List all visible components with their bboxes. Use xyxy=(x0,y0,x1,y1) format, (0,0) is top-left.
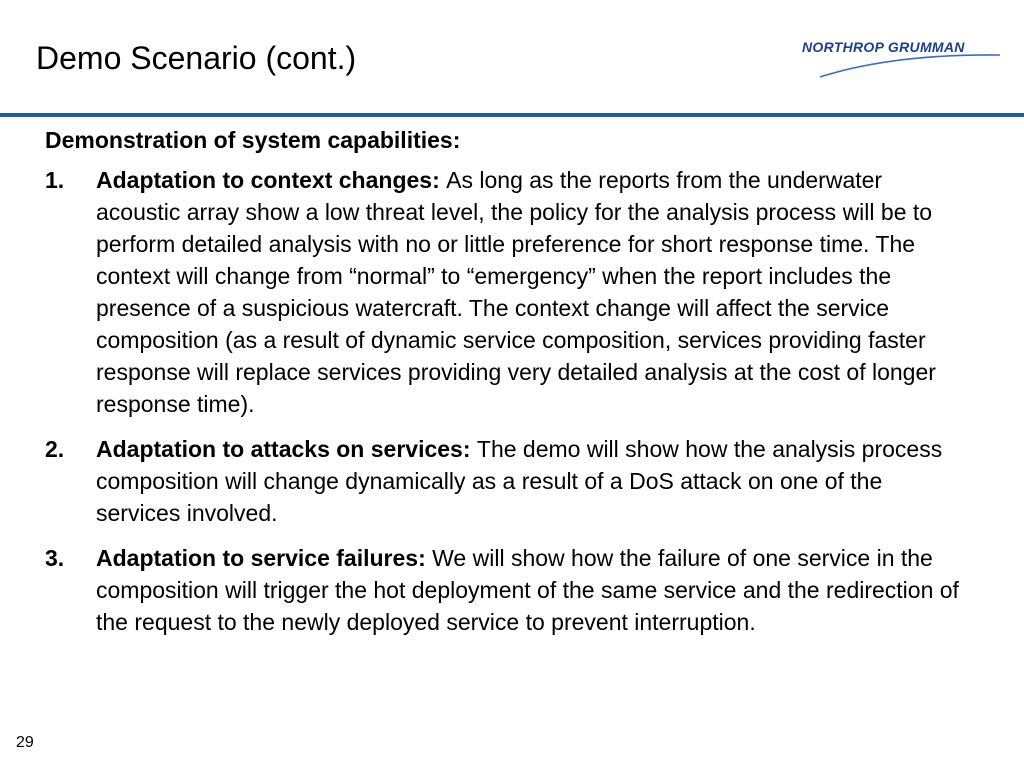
item-number: 1. xyxy=(45,167,65,193)
page-number: 29 xyxy=(16,734,34,751)
item-lead: Adaptation to context changes: xyxy=(96,167,447,193)
item-number: 2. xyxy=(45,436,65,462)
logo-text: NORTHROP GRUMMAN xyxy=(802,39,965,55)
item-text: The demo will show how the analysis process composition will change dynamically as a result of a DoS attack on one of the services involved. xyxy=(96,436,943,526)
item-lead: Adaptation to service failures: xyxy=(96,545,433,571)
northrop-grumman-logo xyxy=(796,36,1006,82)
capabilities-list xyxy=(45,164,965,638)
slide-title: Demo Scenario (cont.) xyxy=(36,40,357,76)
title-divider xyxy=(0,113,1024,117)
list-item xyxy=(45,433,965,529)
intro-heading: Demonstration of system capabilities: xyxy=(45,127,461,153)
list-item xyxy=(45,542,965,638)
item-text: We will show how the failure of one service in the composition will trigger the hot deployment of the same service and the redirection of the request to the newly deployed service to prevent interruption. xyxy=(96,545,959,635)
item-lead: Adaptation to attacks on services: xyxy=(96,436,477,462)
item-text: As long as the reports from the underwater acoustic array show a low threat level, the policy for the analysis process will be to perform detailed analysis with no or little preference for short response time. The context will change from “normal” to “emergency” when the report includes the presence of a suspicious watercraft. The context change will affect the service composition (as a result of dynamic service composition, services providing faster response will replace services providing very detailed analysis at the cost of longer response time). xyxy=(96,167,936,417)
item-number: 3. xyxy=(45,545,65,571)
slide-body xyxy=(45,124,965,651)
list-item xyxy=(45,164,965,420)
